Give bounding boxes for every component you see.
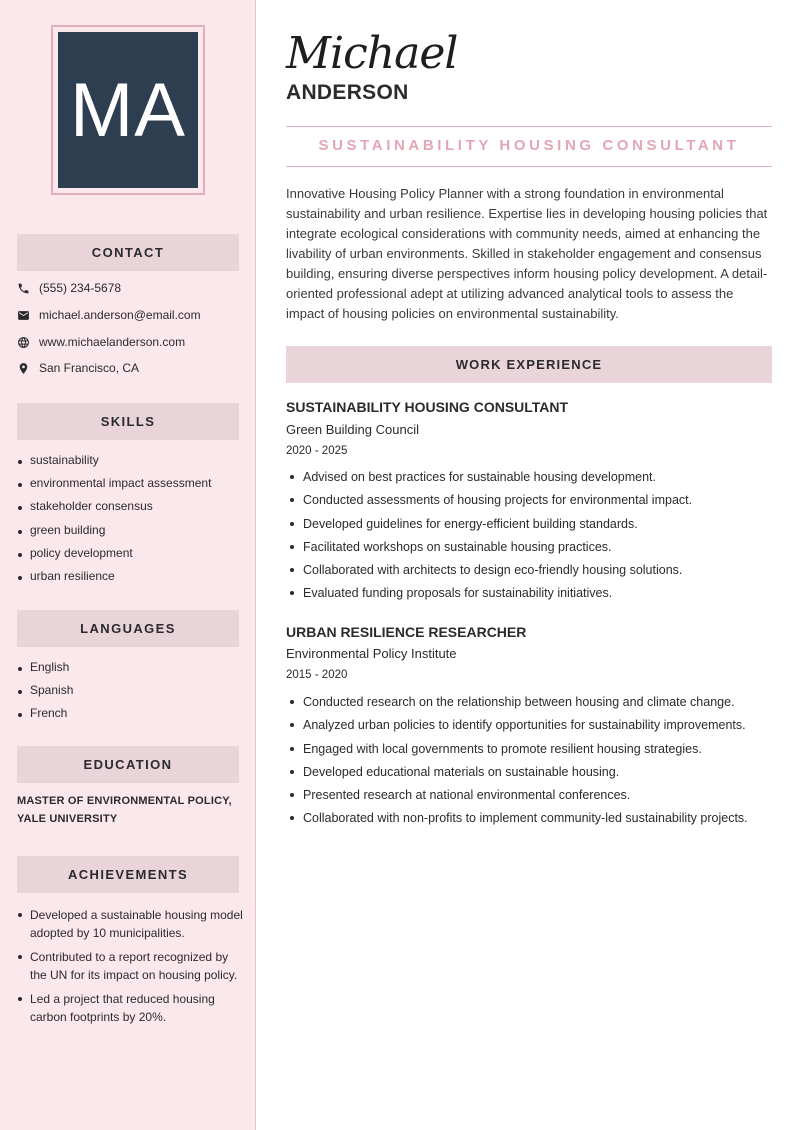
list-item: sustainability (17, 453, 239, 476)
job-role: SUSTAINABILITY HOUSING CONSULTANT (286, 399, 569, 415)
list-item: English (17, 660, 239, 683)
job-bullets (286, 468, 776, 608)
job-company: Environmental Policy Institute (286, 646, 457, 661)
job-dates: 2015 - 2020 (286, 669, 348, 681)
contact-location (17, 359, 139, 377)
job-bullets (286, 693, 776, 833)
list-item: Developed educational materials on sustainable housing. (286, 763, 776, 786)
list-item: Collaborated with non-profits to implement community-led sustainability projects. (286, 809, 776, 832)
monogram-frame (51, 25, 205, 195)
list-item: environmental impact assessment (17, 476, 239, 499)
list-item: Presented research at national environmental conferences. (286, 786, 776, 809)
phone-text: (555) 234-5678 (39, 281, 122, 295)
achievements-list (17, 906, 243, 1032)
list-item: Developed a sustainable housing model adopted by 10 municipalities. (17, 906, 243, 942)
location-pin-icon (17, 362, 30, 375)
education-heading: EDUCATION (17, 746, 239, 783)
list-item: Engaged with local governments to promote resilient housing strategies. (286, 740, 776, 763)
list-item: Spanish (17, 683, 239, 706)
job-dates: 2020 - 2025 (286, 445, 348, 457)
job-title: SUSTAINABILITY HOUSING CONSULTANT (318, 137, 740, 154)
location-text: San Francisco, CA (39, 361, 140, 375)
list-item: Conducted research on the relationship between housing and climate change. (286, 693, 776, 716)
contact-phone (17, 279, 121, 297)
job-company: Green Building Council (286, 422, 419, 437)
mail-icon (17, 309, 30, 322)
list-item: policy development (17, 546, 239, 569)
list-item: stakeholder consensus (17, 499, 239, 522)
title-rule-top (286, 126, 772, 127)
list-item: Conducted assessments of housing projects for environmental impact. (286, 491, 776, 514)
email-text[interactable]: michael.anderson@email.com (39, 308, 201, 322)
list-item: Advised on best practices for sustainable housing development. (286, 468, 776, 491)
contact-website (17, 333, 185, 351)
skills-list (17, 453, 239, 592)
work-experience-heading: WORK EXPERIENCE (286, 346, 772, 383)
list-item: Developed guidelines for energy-efficient building standards. (286, 515, 776, 538)
phone-icon (17, 282, 30, 295)
languages-list (17, 660, 239, 730)
languages-heading: LANGUAGES (17, 610, 239, 647)
list-item: green building (17, 523, 239, 546)
last-name: ANDERSON (286, 81, 409, 104)
summary: Innovative Housing Policy Planner with a strong foundation in environmental sustainability and urban resilience. Expertise lies in developing housing policies that integrate ecological considerations with community needs, aimed at enhancing the livability of urban environments. Skilled in stakeholder engagement and consensus building, ensuring diverse perspectives inform housing policy development. A detail-oriented professional adept at utilizing advanced analytical tools to assess the impact of housing policies on environmental sustainability. (286, 186, 768, 321)
list-item: Analyzed urban policies to identify opportunities for sustainability improvements. (286, 716, 776, 739)
title-rule-bottom (286, 166, 772, 167)
list-item: Led a project that reduced housing carbon footprints by 20%. (17, 990, 243, 1026)
education-degree: MASTER OF ENVIRONMENTAL POLICY, YALE UNIVERSITY (17, 795, 232, 825)
achievements-heading: ACHIEVEMENTS (17, 856, 239, 893)
list-item: Contributed to a report recognized by the UN for its impact on housing policy. (17, 948, 243, 984)
sidebar (0, 0, 256, 1130)
globe-icon (17, 336, 30, 349)
job-role: URBAN RESILIENCE RESEARCHER (286, 624, 527, 640)
list-item: Collaborated with architects to design eco-friendly housing solutions. (286, 561, 776, 584)
list-item: Facilitated workshops on sustainable housing practices. (286, 538, 776, 561)
list-item: French (17, 706, 239, 729)
list-item: Evaluated funding proposals for sustainability initiatives. (286, 584, 776, 607)
list-item: urban resilience (17, 569, 239, 592)
monogram: MA (58, 32, 198, 188)
contact-email (17, 306, 201, 324)
contact-heading: CONTACT (17, 234, 239, 271)
website-text[interactable]: www.michaelanderson.com (39, 335, 186, 349)
first-name: Michael (286, 28, 458, 79)
skills-heading: SKILLS (17, 403, 239, 440)
